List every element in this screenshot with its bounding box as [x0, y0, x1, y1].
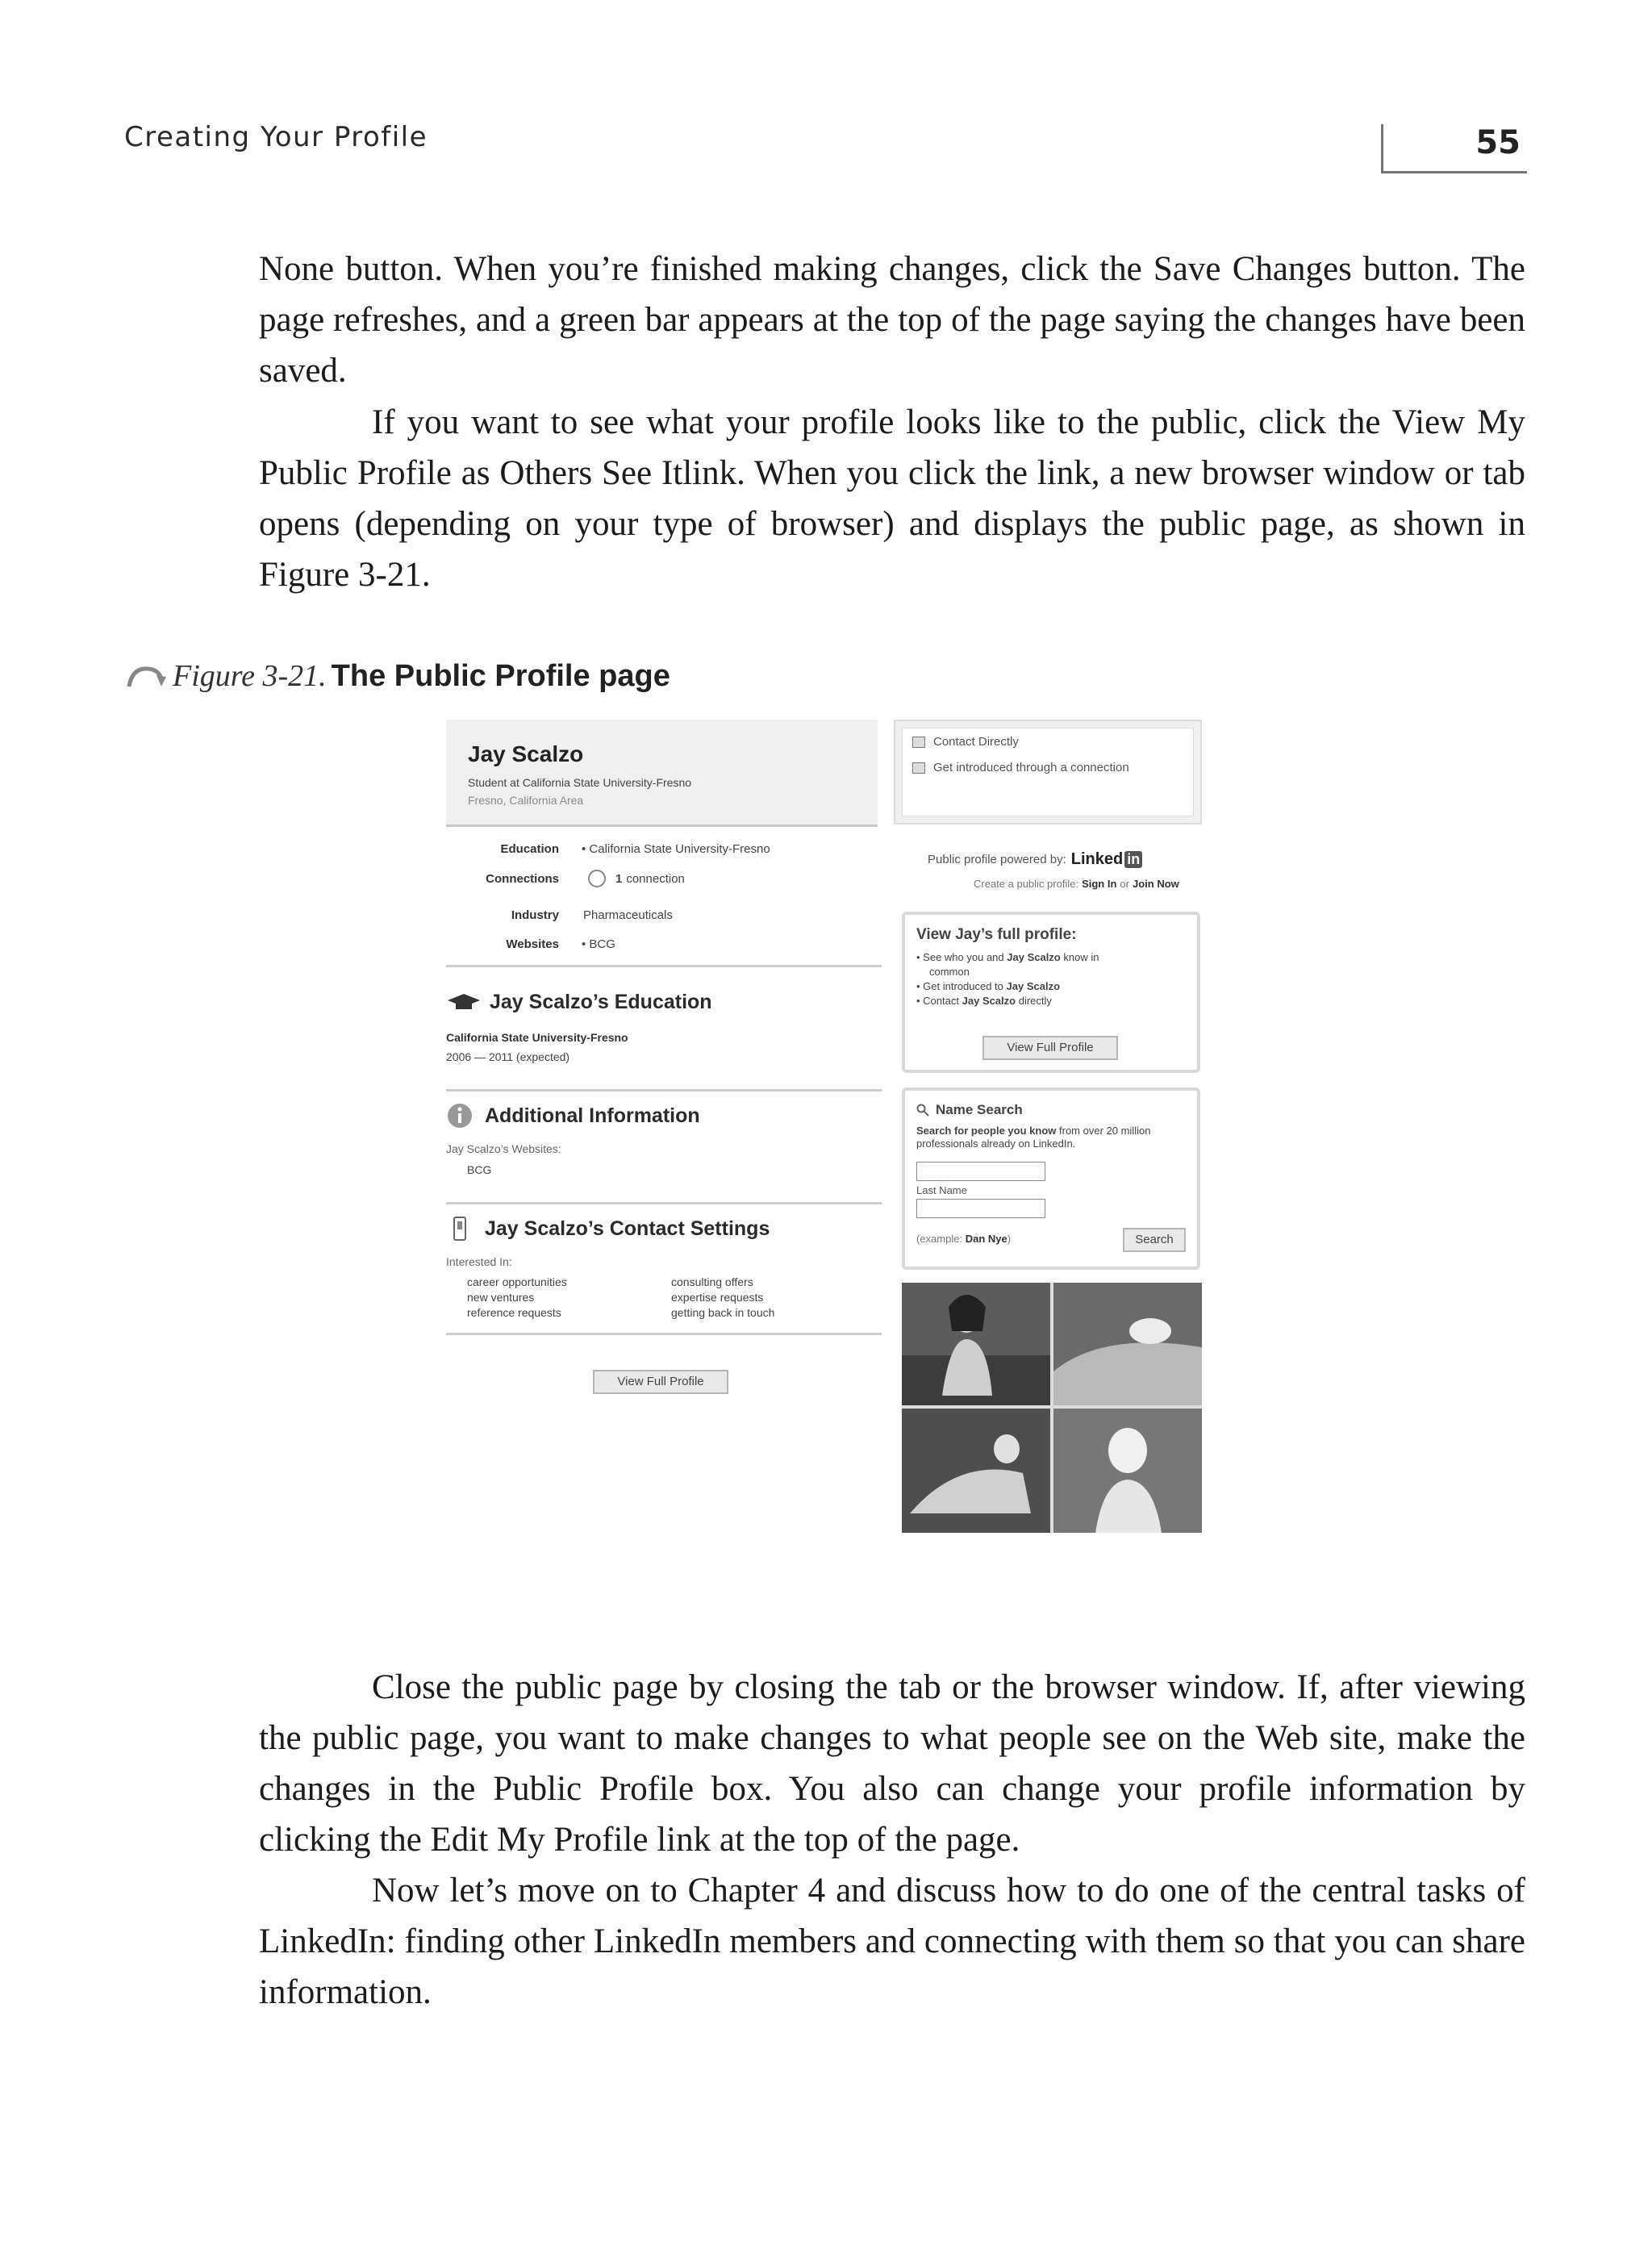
tired-person-icon — [1053, 1409, 1202, 1533]
linkedin-logo: Linked — [1070, 850, 1124, 868]
name-search-title-text: Name Search — [936, 1102, 1023, 1117]
contact-settings-title — [446, 1215, 770, 1242]
ad-image[interactable] — [1053, 1409, 1202, 1533]
paragraph-3: Close the public page by closing the tab or the browser window. If, after viewing the public page, you want to make changes to what people see on the Web site, make the changes in the Public Profile box. You also can change your profile information by clicking the Edit My Profile link at the top of the page. — [259, 1668, 1525, 1859]
create-profile-line — [974, 878, 1179, 890]
full-profile-bullets — [916, 950, 1183, 1008]
resting-person-icon — [902, 1409, 1050, 1533]
list-item: common — [929, 966, 970, 978]
first-name-input[interactable] — [916, 1162, 1045, 1181]
name-search-title — [916, 1102, 1023, 1118]
example-text: (example: Dan Nye) — [916, 1233, 1012, 1245]
contact-directly-text: Contact Directly — [933, 735, 1019, 749]
divider — [446, 1333, 882, 1335]
education-section-title — [446, 991, 712, 1014]
get-introduced-link[interactable] — [912, 761, 1129, 774]
list-item: • See who you and Jay Scalzo know in — [916, 951, 1099, 963]
connections-icon — [588, 870, 606, 887]
divider — [446, 1089, 882, 1092]
list-item: reference requests — [467, 1306, 561, 1319]
people-icon — [912, 762, 925, 774]
ad-image[interactable] — [902, 1283, 1050, 1405]
figure-title: The Public Profile page — [331, 658, 670, 693]
websites-label: Websites — [506, 937, 559, 951]
ad-grid — [902, 1283, 1202, 1533]
divider — [446, 1202, 882, 1204]
ad-image[interactable] — [902, 1409, 1050, 1533]
full-profile-title: View Jay’s full profile: — [916, 926, 1077, 943]
websites-value[interactable]: BCG — [589, 937, 615, 951]
interested-in-label: Interested In: — [446, 1255, 512, 1268]
full-profile-box — [902, 912, 1200, 1073]
list-item: career opportunities — [467, 1275, 567, 1288]
info-icon — [446, 1102, 473, 1129]
list-item: expertise requests — [671, 1291, 764, 1304]
get-introduced-text: Get introduced through a connection — [933, 761, 1129, 774]
public-profile-screenshot — [446, 720, 1202, 1536]
education-label: Education — [500, 842, 559, 856]
interests-right — [671, 1275, 774, 1321]
phone-icon — [446, 1215, 473, 1242]
profile-header-box — [446, 720, 878, 827]
contact-directly-link[interactable] — [912, 735, 1019, 749]
page-number-box — [1381, 124, 1527, 173]
websites-sub-label: Jay Scalzo’s Websites: — [446, 1142, 561, 1155]
person-icon — [902, 1283, 1050, 1405]
linkedin-in-logo: in — [1124, 851, 1142, 868]
contact-box — [894, 720, 1202, 824]
education-years: 2006 — 2011 (expected) — [446, 1050, 570, 1063]
figure-label: Figure 3-21. — [173, 659, 327, 693]
list-item: consulting offers — [671, 1275, 753, 1288]
connections-text: connection — [626, 871, 685, 886]
education-section-title-text: Jay Scalzo’s Education — [490, 991, 712, 1013]
powered-by — [928, 850, 1142, 869]
connections-count: 1 — [615, 871, 623, 886]
education-school: California State University-Fresno — [446, 1031, 628, 1044]
sleeping-person-icon — [1053, 1283, 1202, 1405]
profile-location: Fresno, California Area — [468, 794, 584, 807]
running-head: Creating Your Profile — [124, 121, 428, 153]
view-full-profile-button[interactable]: View Full Profile — [593, 1370, 728, 1394]
industry-value: Pharmaceuticals — [583, 908, 673, 922]
connections-label: Connections — [486, 872, 559, 886]
industry-label: Industry — [511, 908, 559, 922]
ad-image[interactable] — [1053, 1283, 1202, 1405]
last-name-input[interactable] — [916, 1199, 1045, 1218]
or-text: or — [1120, 878, 1129, 890]
education-value-row: • California State University-Fresno — [582, 842, 770, 856]
connections-value-row — [588, 870, 685, 887]
graduation-cap-icon — [446, 992, 482, 1013]
additional-section-title-text: Additional Information — [485, 1104, 700, 1127]
view-full-profile-side-button[interactable]: View Full Profile — [982, 1036, 1118, 1060]
additional-section-title — [446, 1102, 700, 1129]
join-now-link[interactable]: Join Now — [1132, 878, 1179, 890]
list-item: getting back in touch — [671, 1306, 775, 1319]
name-search-description: Search for people you know from over 20 million professionals already on LinkedIn. — [916, 1125, 1151, 1150]
magnifier-icon — [916, 1104, 929, 1117]
paragraph-2: If you want to see what your profile looks like to the public, click the View My Public Profile as Others See Itlink. When you click the link, a new browser window or tab opens (depending on your type of browser) and displays the public page, as shown in Figure 3-21. — [259, 403, 1525, 594]
contact-settings-title-text: Jay Scalzo’s Contact Settings — [485, 1217, 770, 1240]
last-name-label: Last Name — [916, 1184, 967, 1196]
list-item: • Contact Jay Scalzo directly — [916, 995, 1052, 1007]
paragraph-4: Now let’s move on to Chapter 4 and discuss how to do one of the central tasks of LinkedIn: finding other LinkedIn members and connecting with them so that you can share information. — [259, 1872, 1525, 2011]
figure-caption — [124, 658, 670, 694]
list-item: • Get introduced to Jay Scalzo — [916, 980, 1061, 992]
additional-website[interactable]: BCG — [467, 1163, 492, 1176]
profile-headline: Student at California State University-Fresno — [468, 776, 692, 789]
sign-in-link[interactable]: Sign In — [1082, 878, 1117, 890]
divider — [446, 965, 882, 967]
create-profile-text: Create a public profile: — [974, 878, 1079, 890]
list-item: new ventures — [467, 1291, 535, 1304]
search-button[interactable]: Search — [1123, 1228, 1186, 1252]
name-search-box — [902, 1087, 1200, 1270]
websites-value-row: • BCG — [582, 937, 615, 951]
page-number: 55 — [1475, 124, 1521, 161]
paragraph-1: None button. When you’re finished making changes, click the Save Changes button. The page refreshes, and a green bar appears at the top of the page saying the changes have been saved. — [259, 250, 1525, 390]
education-value[interactable]: California State University-Fresno — [589, 842, 770, 856]
envelope-icon — [912, 737, 925, 748]
powered-by-text: Public profile powered by: — [928, 853, 1066, 866]
interests-left — [467, 1275, 567, 1321]
profile-name: Jay Scalzo — [468, 741, 584, 766]
curved-arrow-icon — [124, 662, 168, 690]
